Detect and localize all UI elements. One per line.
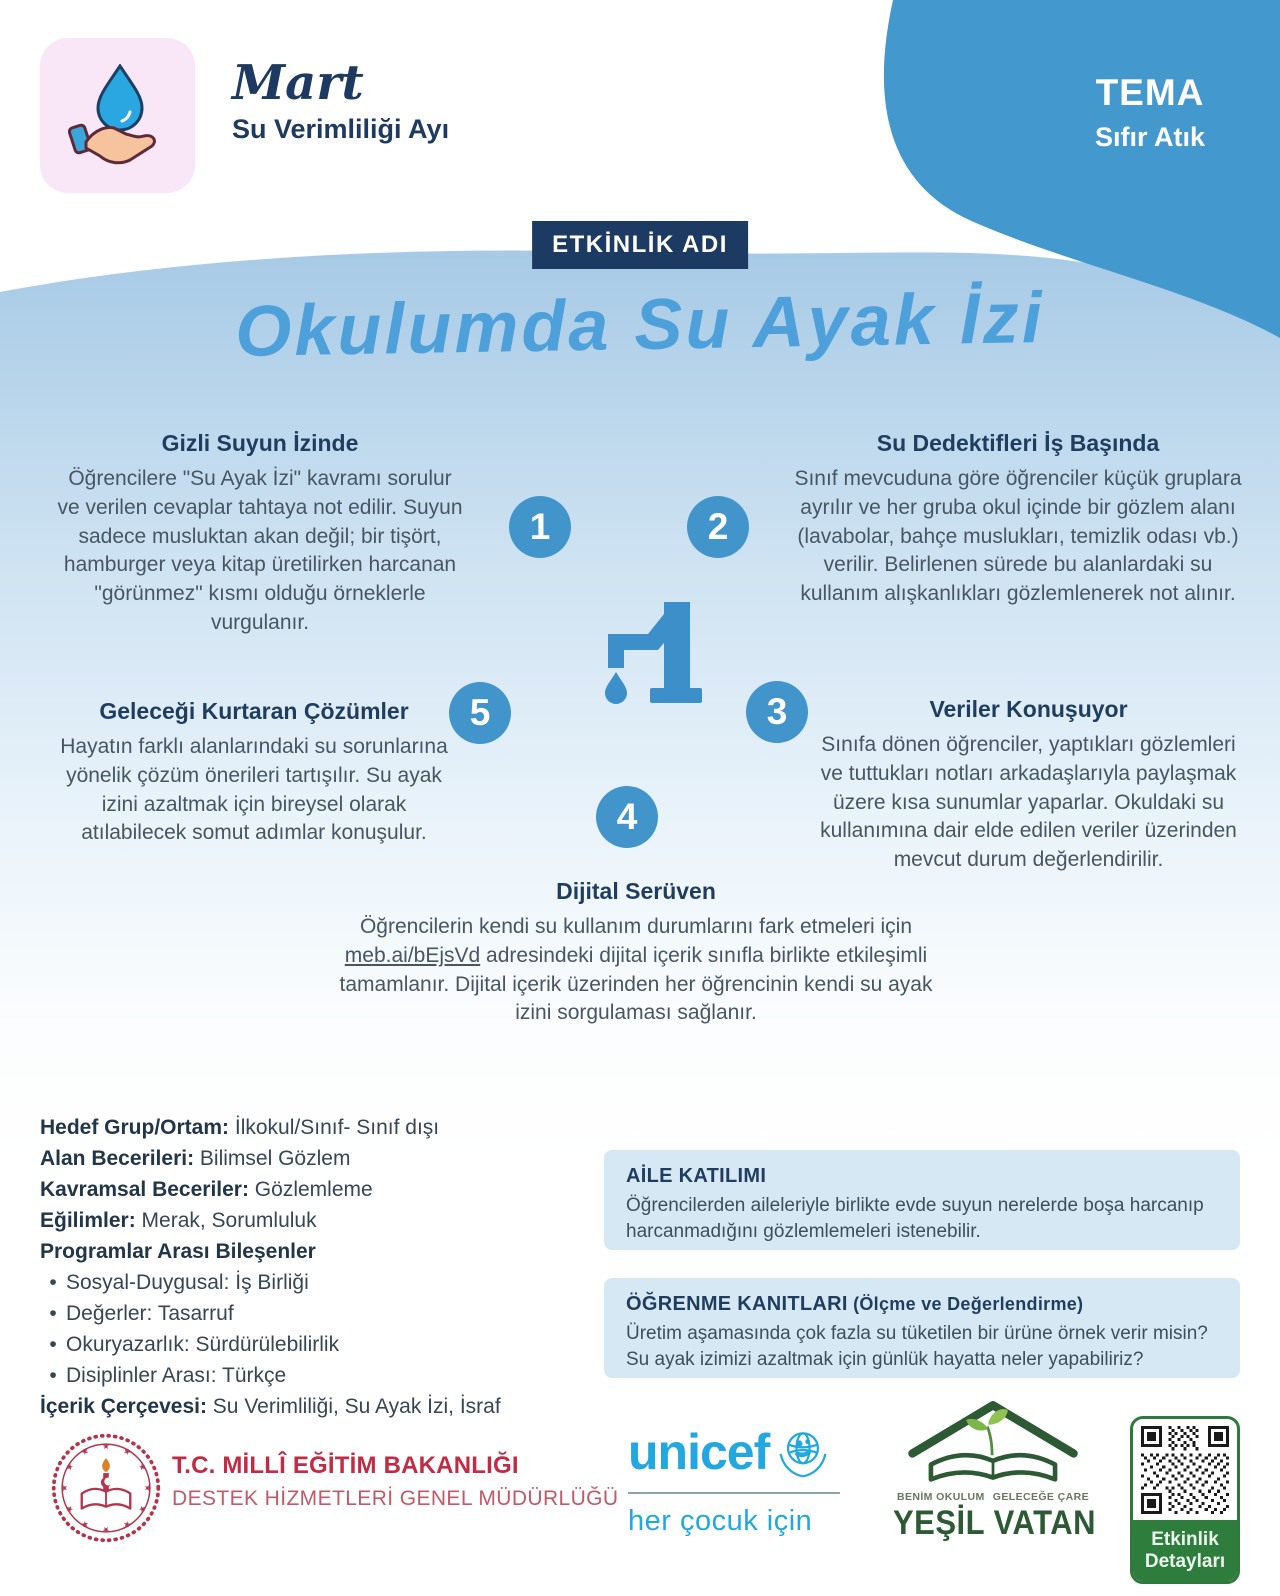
step-circle-5: 5 bbox=[449, 682, 511, 744]
svg-text:★: ★ bbox=[102, 1440, 110, 1451]
unicef-divider bbox=[628, 1492, 840, 1494]
activity-1-body: Öğrencilere "Su Ayak İzi" kavramı sorulur ve verilen cevaplar tahtaya not edilir. Suyun sadece musluktan akan değil; bir tişört, hamburger veya kitap üretilirken harcanan "görünmez" kısmı olduğu örneklerle vurgulanır. bbox=[57, 467, 463, 634]
meta-bullet: • Okuryazarlık: Sürdürülebilirlik bbox=[49, 1333, 340, 1356]
unicef-logo bbox=[628, 1424, 840, 1538]
yesil-small-right: GELECEĞE ÇARE bbox=[992, 1491, 1089, 1503]
svg-text:★: ★ bbox=[136, 1503, 149, 1515]
activity-3-title: Veriler Konuşuyor bbox=[929, 696, 1128, 722]
theme-label: TEMA bbox=[1095, 72, 1205, 113]
month-title: Mart bbox=[232, 55, 364, 111]
activity-name-badge: ETKİNLİK ADI bbox=[532, 221, 748, 269]
meta-components-title: Programlar Arası Bileşenler bbox=[40, 1240, 316, 1263]
svg-text:★: ★ bbox=[136, 1461, 149, 1473]
activity-5-title: Geleceği Kurtaran Çözümler bbox=[99, 698, 409, 724]
activity-metadata bbox=[40, 1112, 600, 1422]
yesil-vatan-wordmark: YEŞİL VATAN bbox=[893, 1502, 1097, 1543]
step-circle-1: 1 bbox=[509, 496, 571, 558]
hand-water-drop-icon bbox=[68, 64, 168, 168]
activity-3-body: Sınıfa dönen öğrenciler, yaptıkları gözlemleri ve tuttukları notları arkadaşlarıyla paylaşmak üzere kısa sunumlar yaparlar. Okuldaki su kullanımına dair elde edilen veriler üzerinden mevcut durum değerlendirilir. bbox=[820, 733, 1237, 872]
family-box-title: AİLE KATILIMI bbox=[626, 1165, 767, 1187]
family-box-body: Öğrencilerden aileleriyle birlikte evde suyun nerelerde boşa harcanıp harcanmadığını gözlemlemeleri istenebilir. bbox=[626, 1195, 1204, 1243]
activity-section-4 bbox=[332, 878, 940, 1028]
svg-text:★: ★ bbox=[121, 1445, 133, 1458]
svg-text:★: ★ bbox=[79, 1445, 91, 1458]
meta-line: Alan Becerileri: Bilimsel Gözlem bbox=[40, 1147, 351, 1170]
meb-crest-icon bbox=[50, 1432, 162, 1544]
water-month-logo-card bbox=[40, 38, 195, 193]
meta-bullet: • Disiplinler Arası: Türkçe bbox=[49, 1364, 287, 1387]
theme-block bbox=[1040, 72, 1260, 153]
activity-4-text-after: adresindeki dijital içerik sınıfla birlikte etkileşimli tamamlanır. Dijital içerik üzerinden her öğrencinin kendi su ayak izini sorgulaması sağlanır. bbox=[339, 943, 933, 1025]
meta-framework-line: İçerik Çerçevesi: Su Verimliliği, Su Ayak İzi, İsraf bbox=[40, 1395, 501, 1418]
activity-section-5 bbox=[48, 698, 460, 848]
family-participation-box bbox=[604, 1150, 1240, 1250]
svg-text:★: ★ bbox=[102, 1525, 110, 1536]
theme-value: Sıfır Atık bbox=[1094, 122, 1206, 152]
activity-details-qr-card bbox=[1130, 1416, 1240, 1584]
meta-line: Hedef Grup/Ortam: İlkokul/Sınıf- Sınıf dışı bbox=[40, 1116, 440, 1139]
activity-1-title: Gizli Suyun İzinde bbox=[161, 430, 359, 456]
svg-text:★: ★ bbox=[143, 1484, 154, 1492]
activity-5-body: Hayatın farklı alanlarındaki su sorunlarına yönelik çözüm önerileri tartışılır. Su ayak izini azaltmak için bireysel olarak atılabilecek somut adımlar konuşulur. bbox=[60, 735, 448, 845]
activity-4-text-before: Öğrencilerin kendi su kullanım durumlarını fark etmeleri için bbox=[359, 915, 913, 938]
yesil-vatan-icon bbox=[895, 1396, 1091, 1484]
activity-section-2 bbox=[788, 430, 1248, 609]
meta-bullet: • Değerler: Tasarruf bbox=[49, 1302, 234, 1325]
activity-2-body: Sınıf mevcuduna göre öğrenciler küçük gruplara ayrılır ve her gruba okul içinde bir gözlem alanı (lavabolar, bahçe muslukları, temizlik odası vb.) verilir. Belirlenen sürede bu alanlardaki su kullanım alışkanlıkları gözlemlenerek not alınır. bbox=[794, 467, 1242, 606]
activity-section-3 bbox=[816, 696, 1241, 875]
evidence-box-title-suffix: (Ölçme ve Değerlendirme) bbox=[847, 1294, 1084, 1314]
unicef-globe-icon bbox=[775, 1424, 831, 1480]
qr-code-icon bbox=[1141, 1426, 1229, 1514]
unicef-wordmark: unicef bbox=[628, 1424, 770, 1480]
step-circle-2: 2 bbox=[687, 496, 749, 558]
svg-text:★: ★ bbox=[63, 1461, 76, 1473]
yesil-small-left: BENİM OKULUM bbox=[897, 1491, 985, 1503]
meta-bullet: • Sosyal-Duygusal: İş Birliği bbox=[49, 1271, 309, 1294]
step-circle-4: 4 bbox=[596, 786, 658, 848]
yesil-vatan-logo bbox=[893, 1396, 1097, 1543]
month-subtitle: Su Verimliliği Ayı bbox=[232, 114, 450, 145]
svg-text:★: ★ bbox=[121, 1518, 133, 1531]
meta-line: Kavramsal Beceriler: Gözlemleme bbox=[40, 1178, 373, 1201]
meb-title: T.C. MİLLÎ EĞİTİM BAKANLIĞI bbox=[172, 1452, 519, 1479]
activity-4-body bbox=[332, 913, 940, 1028]
svg-text:★: ★ bbox=[79, 1518, 91, 1531]
activity-2-title: Su Dedektifleri İş Başında bbox=[876, 430, 1160, 456]
faucet-drop-icon bbox=[560, 588, 720, 718]
evidence-box-body: Üretim aşamasında çok fazla su tüketilen bir ürüne örnek verir misin? Su ayak izimizi azaltmak için günlük hayatta neler yapabiliriz? bbox=[626, 1323, 1208, 1371]
unicef-tagline: her çocuk için bbox=[628, 1505, 813, 1537]
learning-evidence-box bbox=[604, 1278, 1240, 1378]
svg-text:★: ★ bbox=[63, 1503, 76, 1515]
meta-line: Eğilimler: Merak, Sorumluluk bbox=[40, 1209, 317, 1232]
meb-ai-link[interactable]: meb.ai/bEjsVd bbox=[344, 943, 481, 967]
activity-4-title: Dijital Serüven bbox=[556, 878, 716, 904]
step-circle-3: 3 bbox=[746, 681, 808, 743]
svg-text:★: ★ bbox=[58, 1484, 69, 1492]
page-title: Okulumda Su Ayak İzi bbox=[234, 277, 1046, 373]
meb-subtitle: DESTEK HİZMETLERİ GENEL MÜDÜRLÜĞÜ bbox=[172, 1487, 619, 1510]
qr-label: Etkinlik Detayları bbox=[1133, 1520, 1237, 1581]
activity-section-1 bbox=[55, 430, 465, 638]
evidence-box-title: ÖĞRENME KANITLARI bbox=[626, 1293, 848, 1315]
